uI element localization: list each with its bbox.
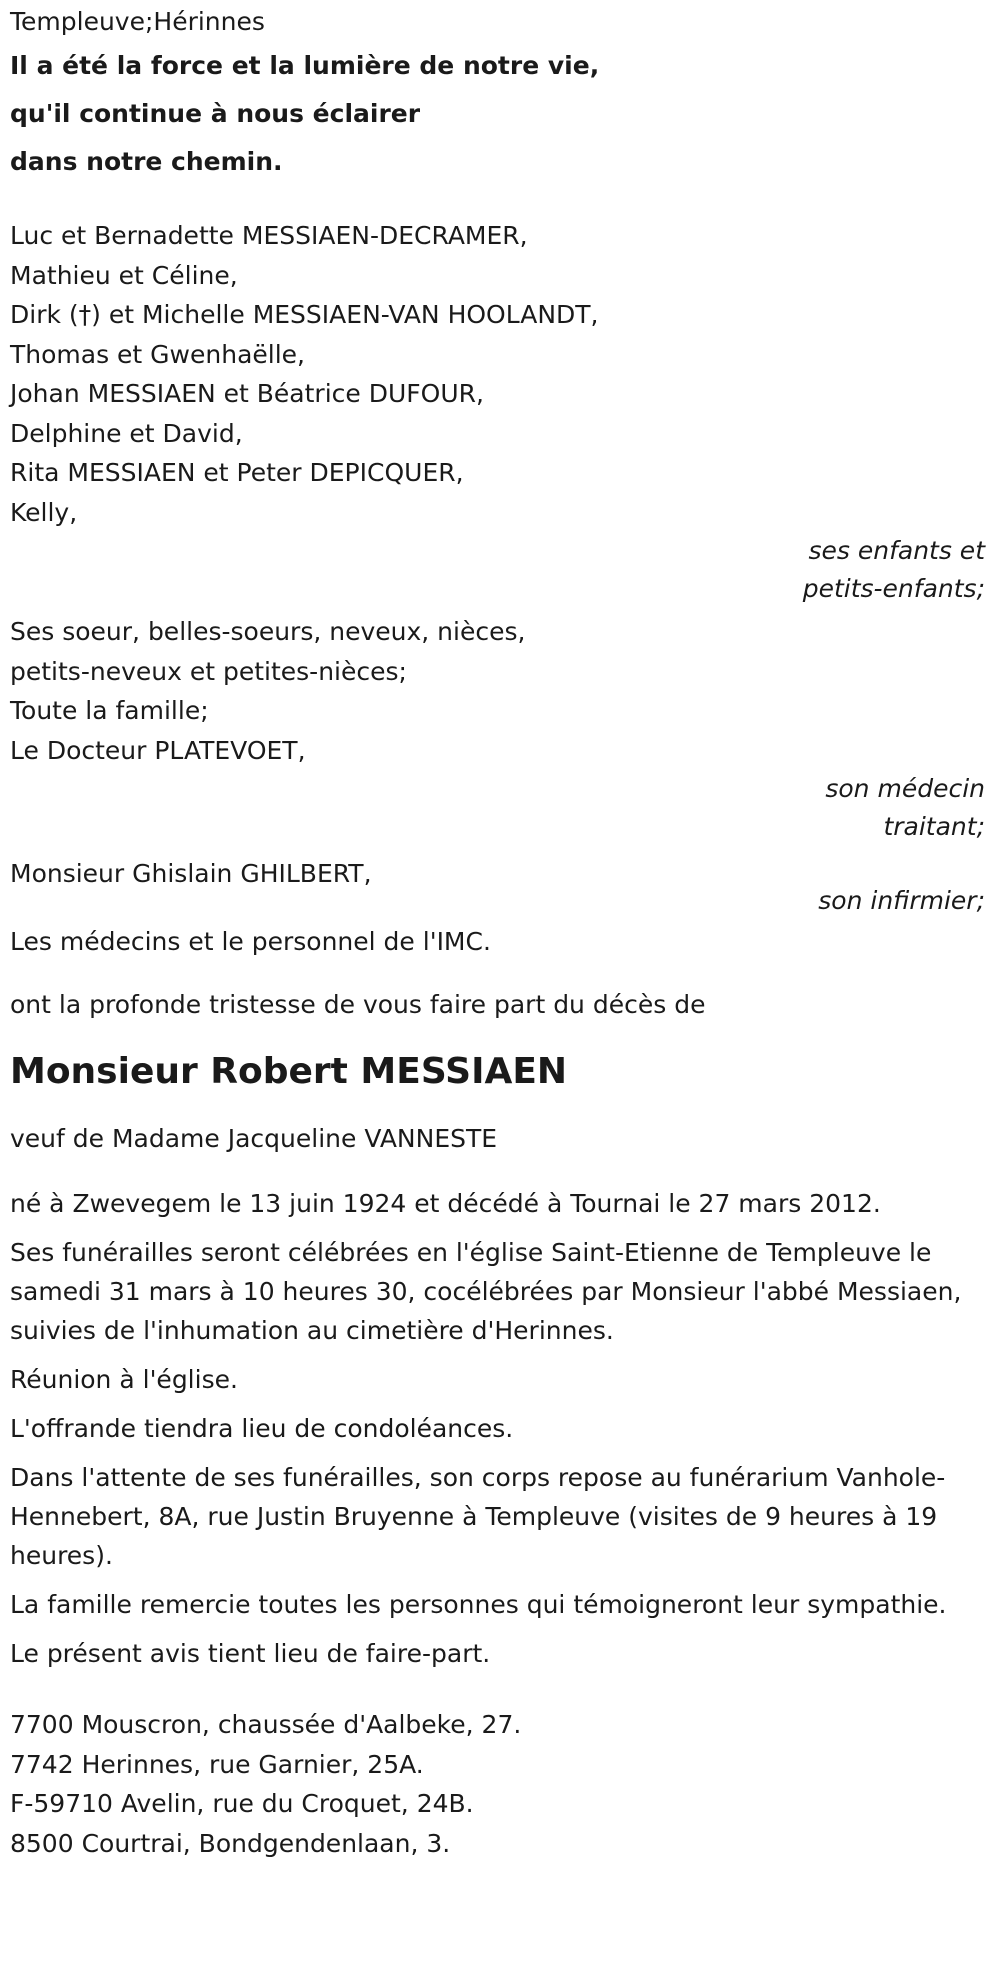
family-member: Delphine et David, (10, 418, 243, 448)
address-line: F-59710 Avelin, rue du Croquet, 24B. (10, 1789, 474, 1818)
obituary-notice (10, 8, 985, 1863)
address-line: 7742 Herinnes, rue Garnier, 25A. (10, 1749, 424, 1779)
reunion-line: Réunion à l'église. (10, 1365, 238, 1394)
motto-line: dans notre chemin. (10, 147, 283, 176)
offering-line: L'offrande tiendra lieu de condoléances. (10, 1414, 514, 1443)
nurse-role: son infirmier; (818, 885, 985, 915)
motto-line: qu'il continue à nous éclairer (10, 99, 421, 128)
motto-line: Il a été la force et la lumière de notre vie, (10, 51, 600, 80)
announcement-intro: ont la profonde tristesse de vous faire part du décès de (10, 990, 706, 1019)
relative-line: Le Docteur PLATEVOET, (10, 735, 306, 765)
birth-death: né à Zwevegem le 13 juin 1924 et décédé à Tournai le 27 mars 2012. (10, 1189, 881, 1218)
relatives-list (10, 612, 985, 770)
deceased-name: Monsieur Robert MESSIAEN (10, 1050, 568, 1092)
spacer (10, 186, 985, 216)
spacer (10, 1683, 985, 1705)
address-line: 7700 Mouscron, chaussée d'Aalbeke, 27. (10, 1710, 522, 1739)
address-list (10, 1705, 985, 1863)
role-label: traitant; (883, 812, 985, 841)
spouse-line: veuf de Madame Jacqueline VANNESTE (10, 1123, 498, 1153)
address-line: 8500 Courtrai, Bondgendenlaan, 3. (10, 1828, 451, 1858)
role-label: son médecin (825, 774, 985, 803)
rest-details: Dans l'attente de ses funérailles, son corps repose au funérarium Vanhole-Hennebert, 8A, rue Justin Bruyenne à Templeuve (visites de 9 heures à 19 heures). (10, 1463, 946, 1570)
family-member: Johan MESSIAEN et Béatrice DUFOUR, (10, 379, 484, 408)
family-member: Dirk (†) et Michelle MESSIAEN-VAN HOOLANDT, (10, 300, 599, 329)
family-member: Mathieu et Céline, (10, 260, 238, 290)
spacer (10, 1025, 985, 1047)
relative-line: Ses soeur, belles-soeurs, neveux, nièces, (10, 617, 526, 646)
family-member: Luc et Bernadette MESSIAEN-DECRAMER, (10, 221, 528, 250)
location-header: Templeuve;Hérinnes (10, 7, 265, 36)
motto (10, 42, 985, 186)
spacer (10, 1158, 985, 1184)
family-member: Kelly, (10, 497, 78, 527)
doctor-role (10, 770, 985, 846)
spacer (10, 1097, 985, 1119)
nurse-name: Monsieur Ghislain GHILBERT, (10, 859, 372, 888)
relative-line: Toute la famille; (10, 696, 209, 725)
role-label: ses enfants et (808, 536, 985, 565)
spacer (10, 961, 985, 985)
funeral-details: Ses funérailles seront célébrées en l'église Saint-Etienne de Templeuve le samedi 31 mars à 10 heures 30, cocélébrées par Monsieur l'abbé Messiaen, suivies de l'inhumation au cimetière d'Herinnes. (10, 1238, 962, 1345)
family-member: Rita MESSIAEN et Peter DEPICQUER, (10, 458, 464, 487)
role-label: petits-enfants; (802, 574, 985, 603)
staff-line: Les médecins et le personnel de l'IMC. (10, 926, 491, 956)
children-list (10, 216, 985, 532)
children-role (10, 532, 985, 608)
relative-line: petits-neveux et petites-nièces; (10, 656, 407, 686)
family-member: Thomas et Gwenhaëlle, (10, 339, 305, 369)
notice-line: Le présent avis tient lieu de faire-part. (10, 1639, 491, 1668)
thanks-line: La famille remercie toutes les personnes qui témoigneront leur sympathie. (10, 1590, 947, 1619)
